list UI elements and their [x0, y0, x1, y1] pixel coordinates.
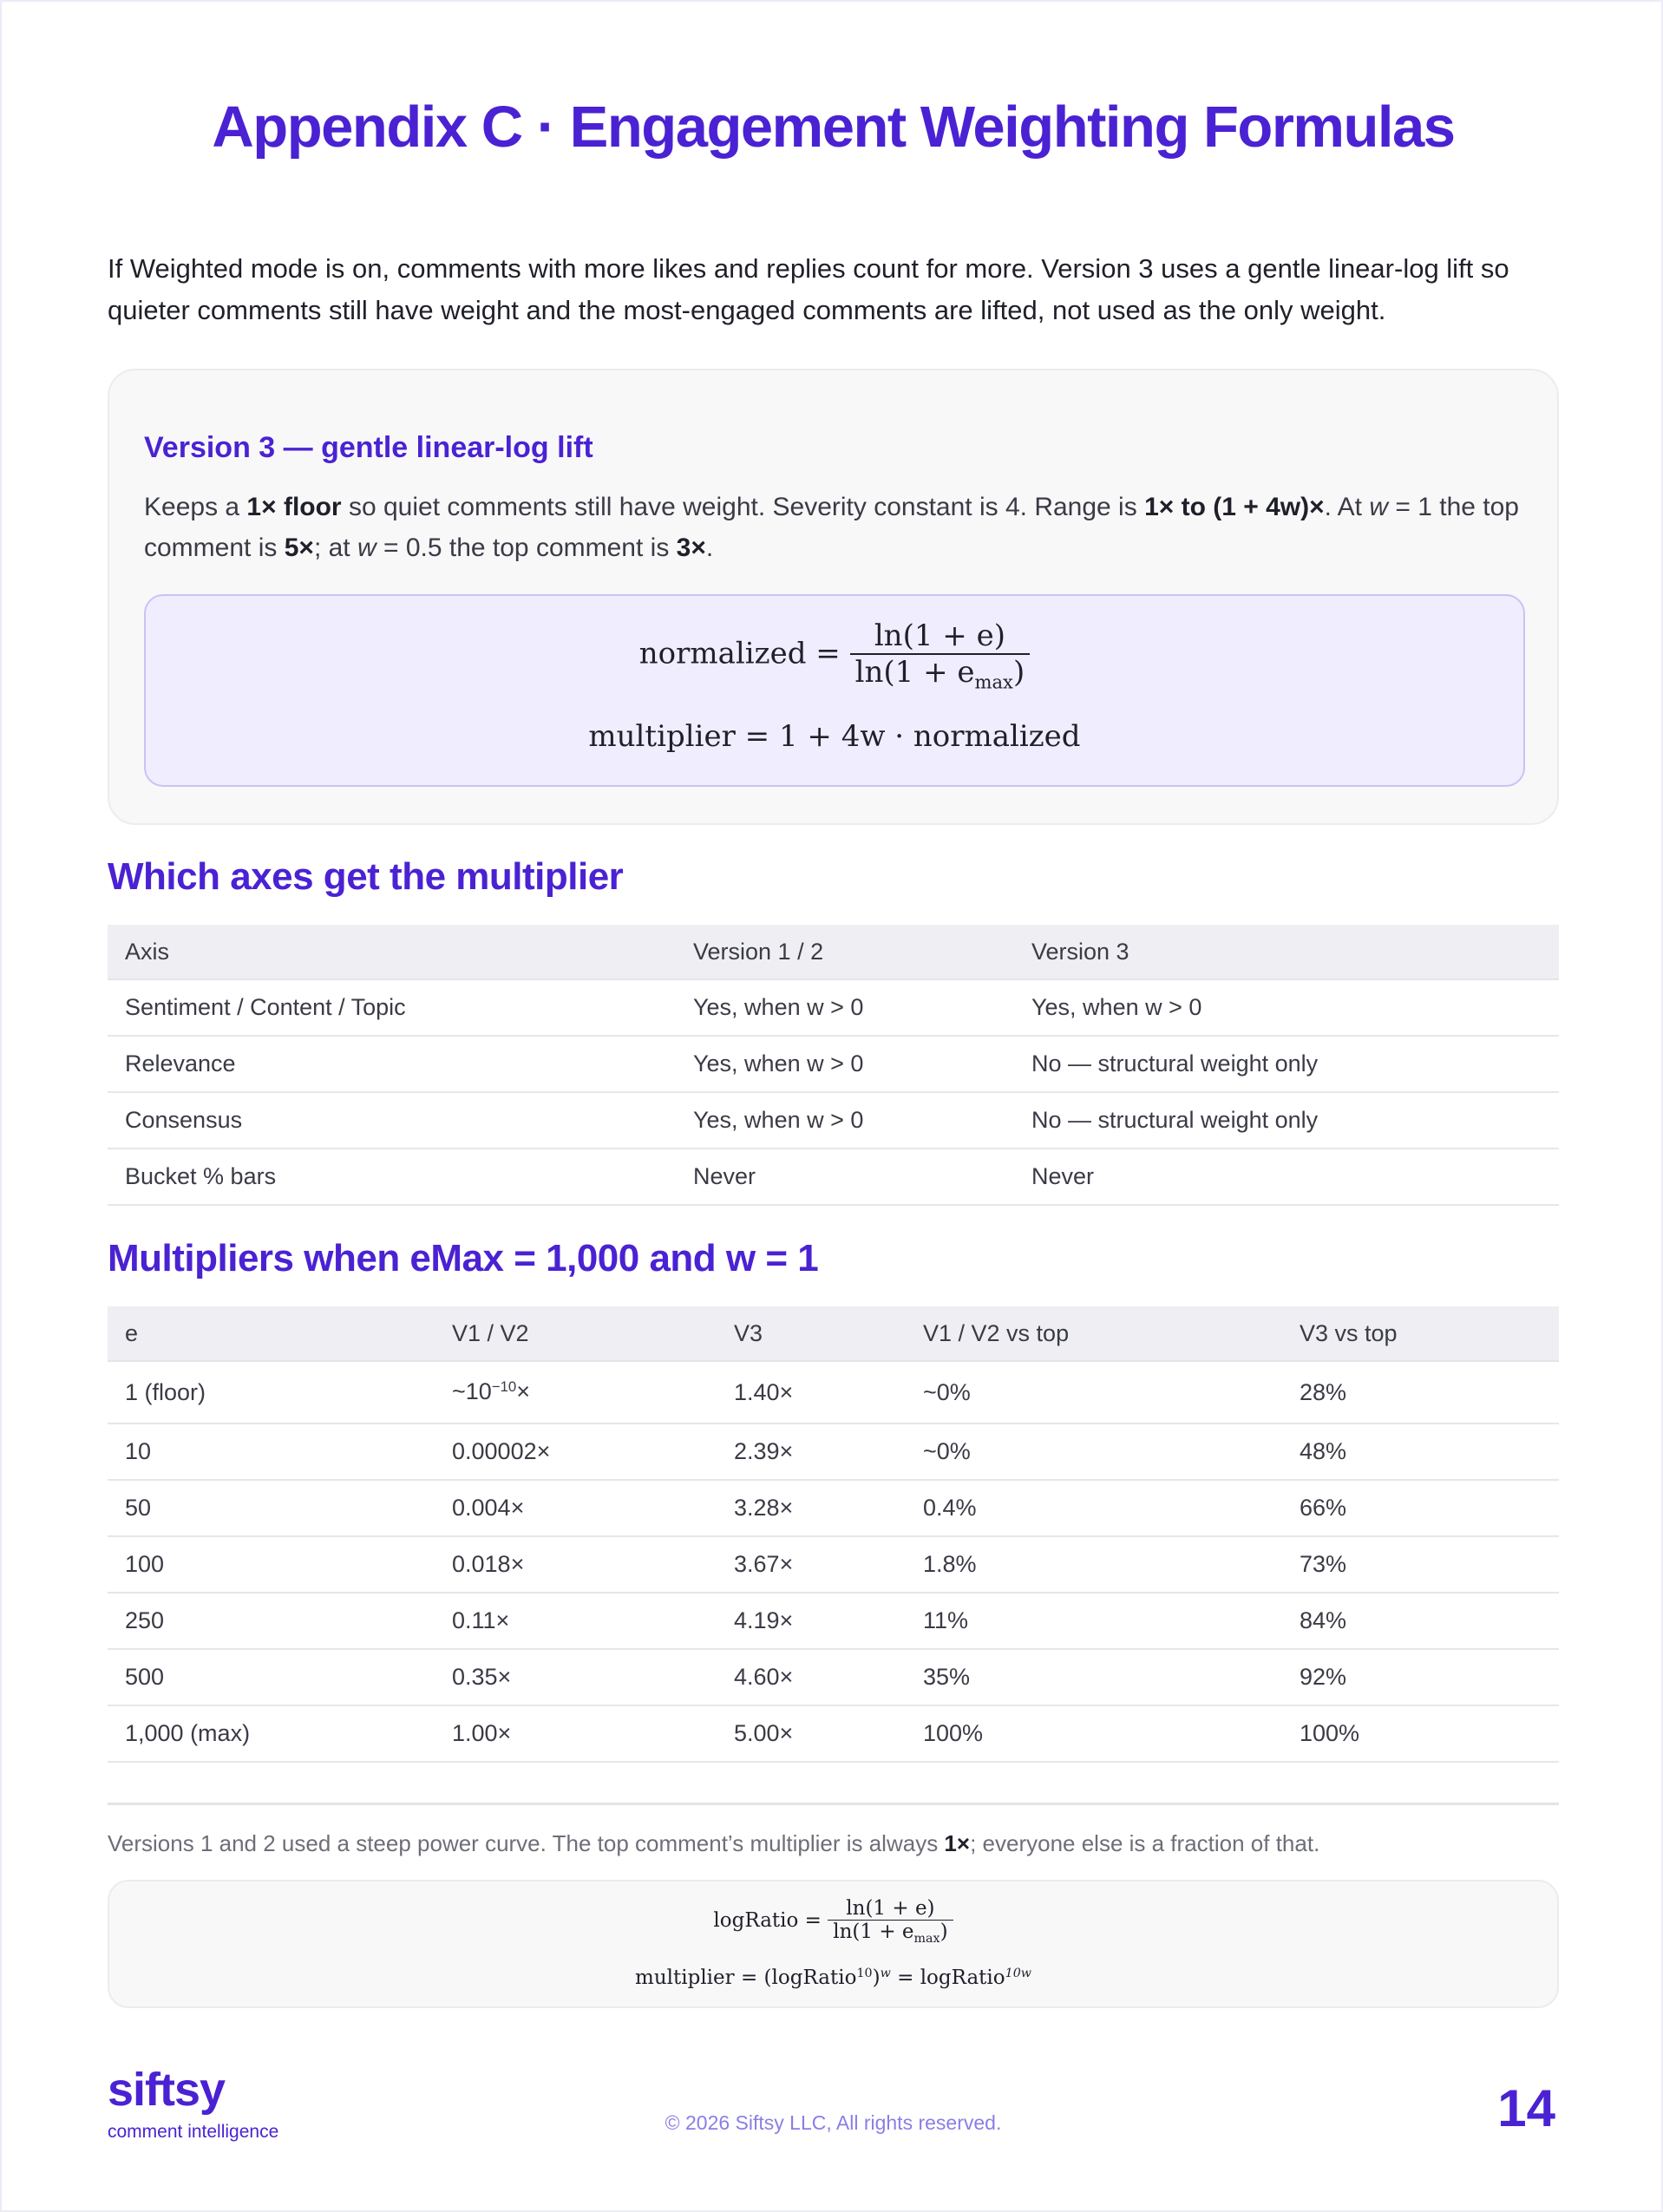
formula-lhs: multiplier	[588, 719, 736, 754]
legacy-note	[108, 1830, 1319, 1857]
table-cell: 66%	[1282, 1480, 1559, 1536]
formula-lhs: multiplier	[635, 1967, 735, 1989]
formula-equals: =	[740, 1967, 758, 1989]
version-3-heading: Version 3 — gentle linear-log lift	[144, 431, 593, 464]
desc-bold-floor: 1× floor	[246, 493, 342, 521]
table-cell: 1,000 (max)	[108, 1705, 435, 1762]
formula-equals: =	[744, 719, 770, 754]
table-cell: 500	[108, 1649, 435, 1705]
formula-exponent: 10	[856, 1967, 873, 1981]
formula-denominator	[828, 1920, 953, 1946]
table-cell: 5.00×	[717, 1705, 906, 1762]
table-row	[108, 1536, 1559, 1593]
table-cell: 0.018×	[435, 1536, 717, 1593]
table-cell: 3.28×	[717, 1480, 906, 1536]
table-cell: No — structural weight only	[1014, 1092, 1559, 1149]
table-cell: Relevance	[108, 1036, 676, 1092]
table-cell: Consensus	[108, 1092, 676, 1149]
column-header: Axis	[108, 925, 676, 979]
formula-fraction	[828, 1897, 953, 1946]
table-cell: 1.40×	[717, 1361, 906, 1423]
table-cell: 28%	[1282, 1361, 1559, 1423]
den-subscript: max	[913, 1931, 940, 1946]
table-cell: 0.4%	[906, 1480, 1282, 1536]
table-row	[108, 1036, 1559, 1092]
table-cell: Sentiment / Content / Topic	[108, 979, 676, 1036]
formula-numerator: ln(1 + e)	[874, 618, 1005, 653]
column-header: Version 3	[1014, 925, 1559, 979]
table-cell: 11%	[906, 1593, 1282, 1649]
formula-denominator	[850, 653, 1031, 692]
multipliers-section-heading: Multipliers when eMax = 1,000 and w = 1	[108, 1237, 819, 1279]
table-cell: 4.60×	[717, 1649, 906, 1705]
version-3-formula-box	[144, 594, 1525, 787]
table-row	[108, 1149, 1559, 1205]
table-cell: Yes, when w > 0	[676, 979, 1014, 1036]
table-row	[108, 1361, 1559, 1423]
formula-close: )	[872, 1967, 881, 1989]
table-cell: 1.00×	[435, 1705, 717, 1762]
formula-equals: =	[815, 636, 841, 671]
table-cell: 92%	[1282, 1649, 1559, 1705]
table-cell: Bucket % bars	[108, 1149, 676, 1205]
formula-exponent: 10w	[1005, 1967, 1031, 1981]
formula-term: logRatio	[920, 1967, 1005, 1989]
table-row	[108, 1705, 1559, 1762]
table-cell: 0.004×	[435, 1480, 717, 1536]
column-header: Version 1 / 2	[676, 925, 1014, 979]
den-close: )	[940, 1921, 948, 1943]
table-cell: Never	[1014, 1149, 1559, 1205]
version-3-card	[108, 369, 1559, 825]
table-cell: ~0%	[906, 1361, 1282, 1423]
siftsy-logo: siftsy	[108, 2064, 226, 2116]
desc-text: ; at	[313, 533, 357, 562]
table-header-row	[108, 925, 1559, 979]
table-header-row	[108, 1306, 1559, 1361]
axes-table	[108, 925, 1559, 1206]
legacy-formula-box	[108, 1880, 1559, 2008]
table-cell: 48%	[1282, 1423, 1559, 1480]
page-number: 14	[1497, 2079, 1555, 2137]
formula-lhs: normalized	[638, 636, 807, 671]
table-cell: 3.67×	[717, 1536, 906, 1593]
table-row	[108, 1480, 1559, 1536]
table-cell: 10	[108, 1423, 435, 1480]
table-cell: 1 (floor)	[108, 1361, 435, 1423]
column-header: V1 / V2	[435, 1306, 717, 1361]
table-row	[108, 1092, 1559, 1149]
desc-bold-top: 5×	[284, 533, 314, 562]
table-cell: 0.35×	[435, 1649, 717, 1705]
normalized-formula	[146, 618, 1523, 692]
desc-text: . At	[1324, 493, 1370, 521]
column-header: V1 / V2 vs top	[906, 1306, 1282, 1361]
section-divider	[108, 1803, 1559, 1805]
table-cell: 1.8%	[906, 1536, 1282, 1593]
table-cell: No — structural weight only	[1014, 1036, 1559, 1092]
den-main: ln(1 + e	[833, 1921, 914, 1943]
formula-numerator: ln(1 + e)	[846, 1897, 935, 1920]
note-bold: 1×	[944, 1830, 971, 1856]
desc-text: Keeps a	[144, 493, 247, 521]
formula-equals: =	[804, 1909, 822, 1932]
desc-text: = 1 the top comment is	[144, 493, 1519, 562]
formula-fraction	[850, 618, 1031, 692]
table-cell: 100%	[1282, 1705, 1559, 1762]
brand-tagline: comment intelligence	[108, 2122, 279, 2142]
page-title: Appendix C · Engagement Weighting Formulas	[212, 95, 1455, 160]
table-cell: 50	[108, 1480, 435, 1536]
axes-section-heading: Which axes get the multiplier	[108, 855, 624, 898]
intro-paragraph: If Weighted mode is on, comments with more likes and replies count for more. Version 3 uses a gentle linear-log lift so quieter comments still have weight and the most-engaged comments are lifted, not used as the only weight.	[108, 253, 1509, 325]
table-cell: 4.19×	[717, 1593, 906, 1649]
table-cell: 0.11×	[435, 1593, 717, 1649]
table-cell: 250	[108, 1593, 435, 1649]
table-cell: 100%	[906, 1705, 1282, 1762]
multiplier-formula	[146, 719, 1523, 754]
desc-bold-range: 1× to (1 + 4w)×	[1144, 493, 1325, 521]
column-header: V3 vs top	[1282, 1306, 1559, 1361]
table-cell: 2.39×	[717, 1423, 906, 1480]
table-row	[108, 1649, 1559, 1705]
table-row	[108, 979, 1559, 1036]
desc-text: .	[705, 533, 714, 562]
formula-exponent-w: w	[880, 1967, 891, 1981]
cell-suffix: ×	[516, 1378, 530, 1405]
version-3-description	[144, 487, 1532, 568]
column-header: V3	[717, 1306, 906, 1361]
note-text: ; everyone else is a fraction of that.	[970, 1830, 1320, 1856]
den-subscript: max	[974, 671, 1013, 693]
note-text: Versions 1 and 2 used a steep power curve. The top comment’s multiplier is always	[108, 1830, 945, 1856]
table-cell: Yes, when w > 0	[1014, 979, 1559, 1036]
table-row	[108, 1423, 1559, 1480]
table-cell: 100	[108, 1536, 435, 1593]
desc-text: = 0.5 the top comment is	[376, 533, 677, 562]
logratio-formula	[109, 1897, 1557, 1946]
table-cell: 0.00002×	[435, 1423, 717, 1480]
cell-exponent: −10	[491, 1378, 517, 1396]
multipliers-table	[108, 1306, 1559, 1763]
table-cell: 84%	[1282, 1593, 1559, 1649]
table-cell: ~0%	[906, 1423, 1282, 1480]
formula-lhs: logRatio	[713, 1909, 799, 1932]
table-cell: Yes, when w > 0	[676, 1036, 1014, 1092]
desc-var-w: w	[1369, 493, 1389, 521]
desc-text: so quiet comments still have weight. Severity constant is 4. Range is	[341, 493, 1145, 521]
legacy-multiplier-formula	[109, 1967, 1557, 1989]
copyright-text: © 2026 Siftsy LLC, All rights reserved.	[665, 2111, 1002, 2134]
den-main: ln(1 + e	[854, 655, 975, 690]
formula-rhs: 1 + 4w · normalized	[778, 719, 1081, 754]
den-close: )	[1012, 655, 1025, 690]
column-header: e	[108, 1306, 435, 1361]
desc-bold-half: 3×	[676, 533, 706, 562]
cell-base: ~10	[452, 1378, 492, 1405]
table-row	[108, 1593, 1559, 1649]
table-cell	[435, 1361, 717, 1423]
formula-term: (logRatio	[763, 1967, 857, 1989]
table-cell: Never	[676, 1149, 1014, 1205]
table-cell: 73%	[1282, 1536, 1559, 1593]
formula-equals: =	[897, 1967, 914, 1989]
table-cell: 35%	[906, 1649, 1282, 1705]
table-cell: Yes, when w > 0	[676, 1092, 1014, 1149]
desc-var-w: w	[357, 533, 376, 562]
